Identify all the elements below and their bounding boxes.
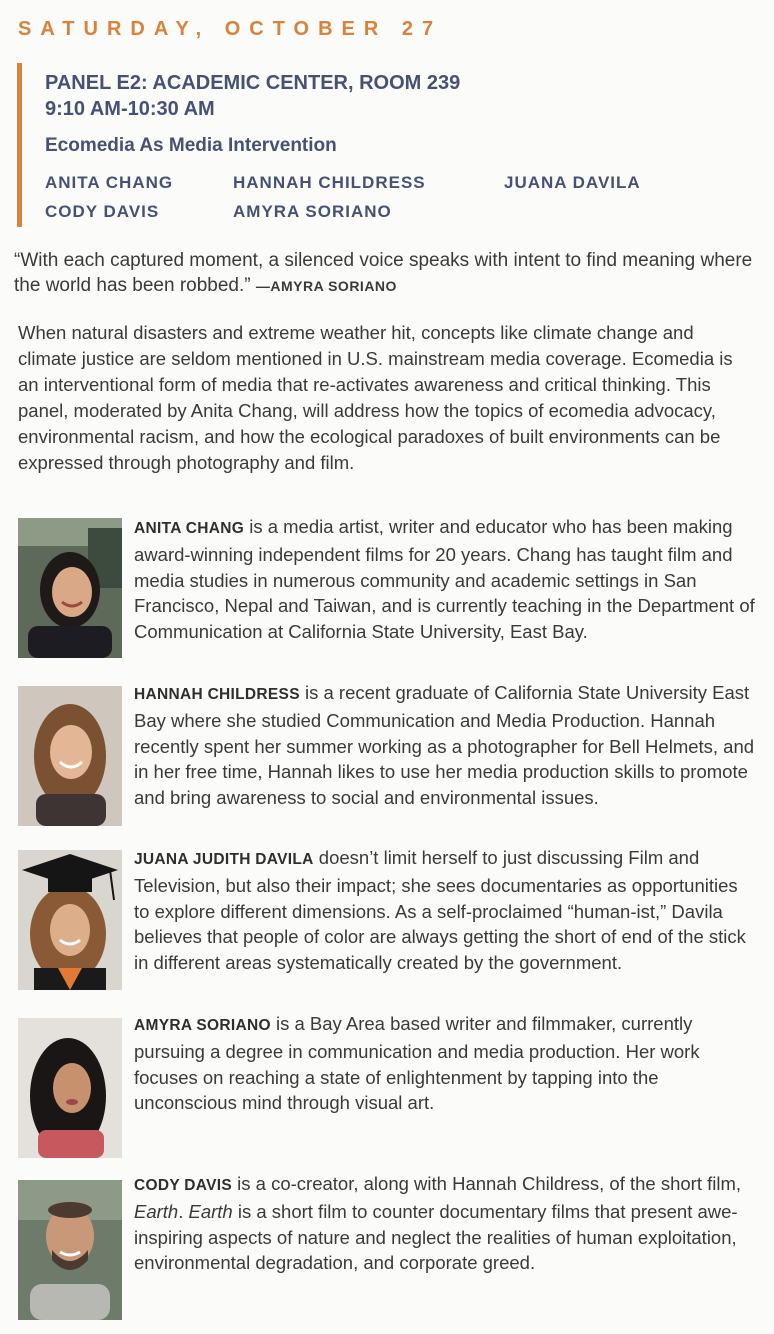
date-heading: SATURDAY, OCTOBER 27 xyxy=(18,18,443,40)
speaker-photo-cody xyxy=(18,1180,122,1320)
speaker-photo-anita xyxy=(18,518,122,658)
panel-time: 9:10 AM-10:30 AM xyxy=(45,98,215,120)
panel-location: PANEL E2: ACADEMIC CENTER, ROOM 239 xyxy=(45,72,461,94)
quote-attribution: —AMYRA SORIANO xyxy=(255,278,397,294)
bio-name: JUANA JUDITH DAVILA xyxy=(134,851,314,868)
film-title: Earth xyxy=(134,1200,179,1222)
bio-name: HANNAH CHILDRESS xyxy=(134,686,300,703)
panel-description: When natural disasters and extreme weather hit, concepts like climate change and climate justice are seldom mentioned in U.S. mainstream media coverage. Ecomedia is an interventional form of media that re-activates awareness and critical thinking. This panel, moderated by Anita Chang, will address how the topics of ecomedia advocacy, environmental racism, and how the ecological paradoxes of built environments can be expressed through photography and film. xyxy=(18,322,733,473)
bio-amyra xyxy=(134,1011,758,1116)
bio-text: is a short film to counter documentary films that present awe-inspiring aspects of nature and neglect the realities of human exploitation, environmental degradation, and corporate greed. xyxy=(134,1200,738,1274)
speaker-photo-hannah xyxy=(18,686,122,826)
bio-name: AMYRA SORIANO xyxy=(134,1017,271,1034)
speaker-name: CODY DAVIS xyxy=(45,202,160,221)
panel-title: Ecomedia As Media Intervention xyxy=(45,135,337,156)
bio-text: is a co-creator, along with Hannah Childress, of the short film, xyxy=(232,1173,742,1194)
bio-text: is a Bay Area based writer and filmmaker, currently pursuing a degree in communication and media production. Her work focuses on reaching a state of enlightenment by tapping into the unconscious mind through visual art. xyxy=(134,1013,700,1114)
bio-hannah xyxy=(134,680,758,811)
bio-name: ANITA CHANG xyxy=(134,520,245,537)
bio-juana xyxy=(134,845,758,976)
bio-text: is a recent graduate of California State University East Bay where she studied Communication and Media Production. Hannah recently spent her summer working as a photographer for Bell Helmets, and in her free time, Hannah likes to use her media production skills to promote and bring awareness to social and environmental issues. xyxy=(134,682,755,809)
panel-accent-bar xyxy=(17,63,22,227)
speaker-name: ANITA CHANG xyxy=(45,173,174,192)
bio-name: CODY DAVIS xyxy=(134,1177,233,1194)
speaker-photo-amyra xyxy=(18,1018,122,1158)
bio-cody xyxy=(134,1171,758,1276)
bio-anita xyxy=(134,514,758,645)
bio-text: doesn’t limit herself to just discussing Film and Television, but also their impact; she sees documentaries as opportunities to explore different dimensions. As a self-proclaimed “human-ist,” Davila believes that people of color are always getting the short of end of the stick in different areas systematically created by the government. xyxy=(134,847,746,974)
pull-quote xyxy=(14,248,754,299)
speaker-photo-juana xyxy=(18,850,122,990)
speaker-name: HANNAH CHILDRESS xyxy=(233,173,426,192)
quote-text: “With each captured moment, a silenced voice speaks with intent to find meaning where the world has been robbed.” xyxy=(14,250,753,296)
film-title: Earth xyxy=(188,1200,233,1222)
bio-text: is a media artist, writer and educator who has been making award-winning independent films for 20 years. Chang has taught film and media studies in numerous community and academic settings in San Francisco, Nepal and Taiwan, and is currently teaching in the Department of Communication at California State University, East Bay. xyxy=(134,516,755,643)
speaker-name: AMYRA SORIANO xyxy=(233,202,392,221)
speaker-name: JUANA DAVILA xyxy=(504,173,641,192)
bio-text: . xyxy=(178,1200,189,1222)
